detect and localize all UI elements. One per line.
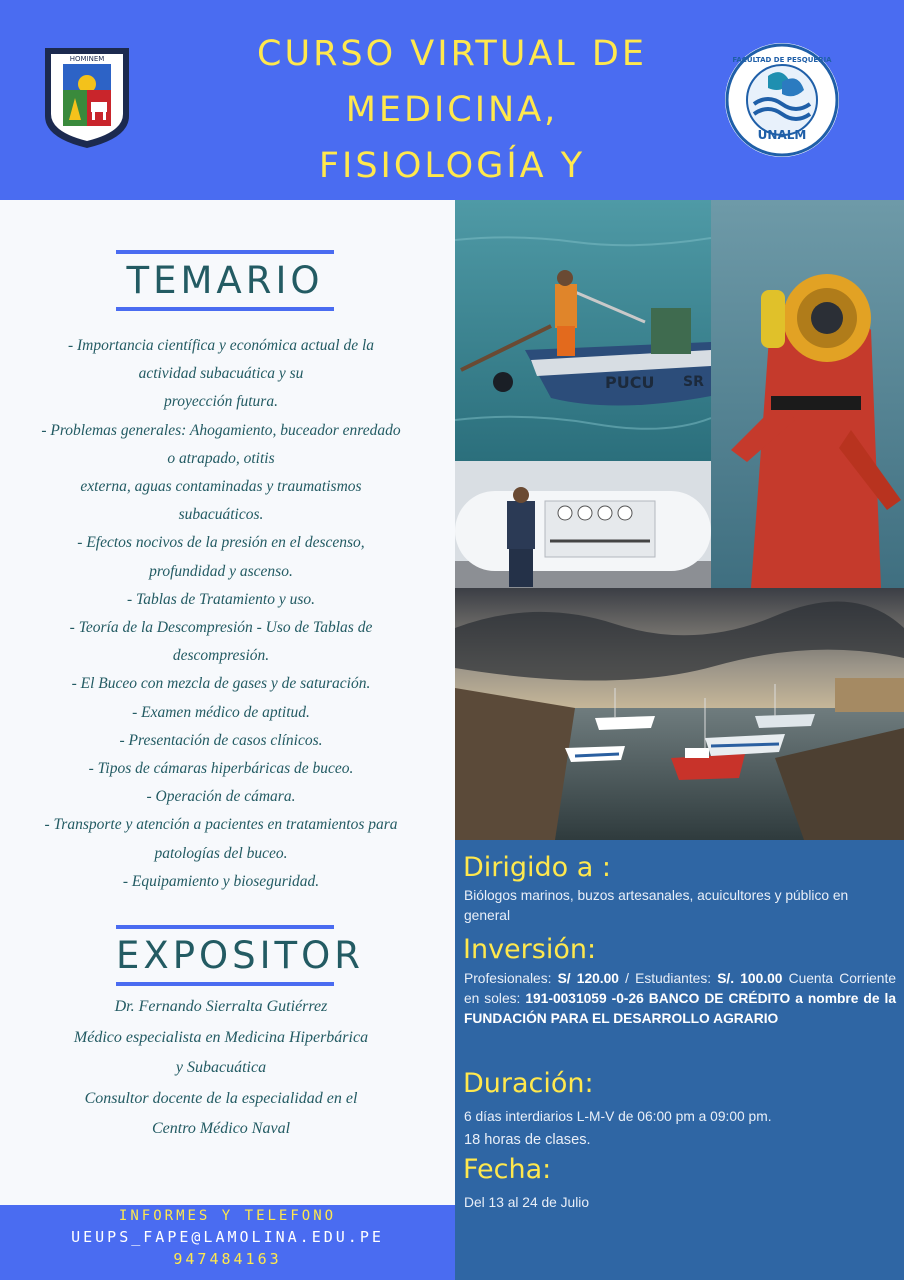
- hard-hat-diver-photo: [711, 200, 904, 588]
- left-column: [0, 200, 455, 1205]
- temario-heading: TEMARIO: [126, 259, 324, 302]
- temario-line: - Teoría de la Descompresión - Uso de Tablas de: [69, 619, 373, 637]
- contact-phone[interactable]: 947484163: [173, 1250, 282, 1268]
- expositor-name: Dr. Fernando Sierralta Gutiérrez: [114, 998, 328, 1015]
- bank-account: 191-0031059 -0-26 BANCO DE CRÉDITO a nombre de la FUNDACIÓN PARA EL DESARROLLO AGRARIO: [464, 991, 896, 1026]
- temario-line: - Presentación de casos clínicos.: [119, 731, 323, 749]
- fecha-text: Del 13 al 24 de Julio: [464, 1195, 590, 1210]
- duracion-line-2: 18 horas de clases.: [464, 1132, 591, 1148]
- heading-bar-bottom: [116, 982, 334, 986]
- expositor-line: Consultor docente de la especialidad en el: [84, 1089, 358, 1107]
- expositor-details: [10, 992, 432, 1145]
- estudiantes-label: Estudiantes:: [635, 971, 712, 986]
- svg-text:UNALM: UNALM: [757, 128, 807, 142]
- dirigido-text: Biólogos marinos, buzos artesanales, acuicultores y público en general: [464, 888, 849, 923]
- temario-line: externa, aguas contaminadas y traumatismos: [80, 478, 362, 496]
- heading-bar-bottom: [116, 307, 334, 311]
- expositor-heading: EXPOSITOR: [116, 934, 364, 977]
- contact-footer: [0, 1205, 455, 1280]
- expositor-line: Médico especialista en Medicina Hiperbárica: [73, 1028, 369, 1046]
- expositor-line: y Subacuática: [175, 1059, 267, 1076]
- temario-line: - Transporte y atención a pacientes en tratamientos para: [44, 816, 398, 834]
- diver-boat-photo: [455, 200, 711, 461]
- price-separator: /: [625, 971, 629, 986]
- temario-line: - Equipamiento y bioseguridad.: [122, 872, 320, 890]
- title-line-2: FISIOLOGÍA Y: [318, 146, 586, 186]
- inversion-heading: Inversión:: [463, 934, 597, 965]
- cuenta-text: Cuenta Corriente en soles:: [464, 971, 896, 1006]
- university-crest-icon: [43, 46, 131, 150]
- temario-line: - Efectos nocivos de la presión en el descenso,: [77, 534, 365, 552]
- temario-line: profundidad y ascenso.: [149, 562, 293, 580]
- temario-line: - Tablas de Tratamiento y uso.: [126, 590, 316, 608]
- title-line-1: CURSO VIRTUAL DE MEDICINA,: [257, 34, 647, 130]
- temario-line: - Problemas generales: Ahogamiento, buceador enredado: [41, 421, 401, 439]
- temario-list: [10, 332, 432, 896]
- header-banner: [0, 0, 904, 200]
- svg-text:FACULTAD DE PESQUERIA: FACULTAD DE PESQUERIA: [732, 56, 832, 64]
- photo-collage: [455, 200, 904, 840]
- profesionales-label: Profesionales:: [464, 971, 552, 986]
- duracion-line-1: 6 días interdiarios L-M-V de 06:00 pm a 09:00 pm.: [464, 1109, 772, 1124]
- temario-line: actividad subacuática y su: [138, 365, 304, 383]
- profesionales-price: S/ 120.00: [557, 971, 619, 986]
- estudiantes-price: S/. 100.00: [717, 971, 783, 986]
- faculty-seal-icon: [724, 42, 840, 158]
- contact-label: INFORMES Y TELEFONO: [118, 1208, 337, 1224]
- temario-line: proyección futura.: [164, 393, 278, 411]
- temario-line: - Importancia científica y económica actual de la: [67, 337, 375, 354]
- temario-line: descompresión.: [172, 647, 270, 665]
- temario-line: - Tipos de cámaras hiperbáricas de buceo.: [88, 760, 354, 778]
- course-info-panel: [455, 840, 904, 1280]
- temario-heading-block: [116, 250, 334, 311]
- inversion-text: [464, 969, 896, 1029]
- expositor-heading-block: [116, 925, 364, 986]
- temario-line: patologías del buceo.: [154, 844, 288, 862]
- duracion-heading: Duración:: [463, 1068, 594, 1099]
- temario-line: - El Buceo con mezcla de gases y de saturación.: [71, 675, 371, 693]
- expositor-line: Centro Médico Naval: [151, 1120, 291, 1137]
- hyperbaric-chamber-photo: [455, 461, 711, 588]
- svg-text:PUCU: PUCU: [605, 373, 655, 392]
- harbor-boats-photo: [455, 588, 904, 840]
- temario-line: - Operación de cámara.: [146, 788, 296, 806]
- fecha-heading: Fecha:: [463, 1154, 552, 1185]
- temario-line: subacuáticos.: [178, 506, 264, 524]
- svg-text:HOMINEM: HOMINEM: [69, 55, 105, 63]
- svg-text:SR: SR: [683, 374, 704, 390]
- temario-line: - Examen médico de aptitud.: [132, 703, 310, 721]
- contact-email[interactable]: UEUPS_FAPE@LAMOLINA.EDU.PE: [71, 1228, 384, 1246]
- dirigido-heading: Dirigido a :: [463, 852, 611, 883]
- temario-line: o atrapado, otitis: [167, 449, 275, 467]
